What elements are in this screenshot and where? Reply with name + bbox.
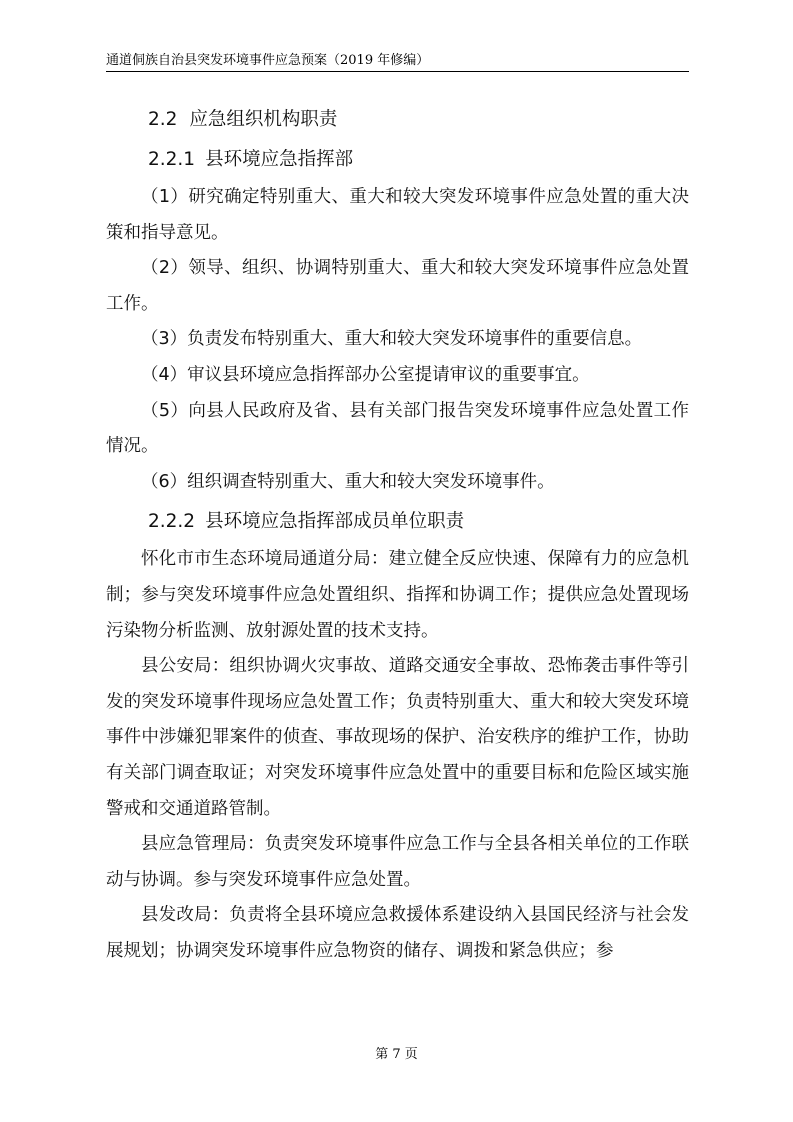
- running-header: 通道侗族自治县突发环境事件应急预案（2019 年修编）: [106, 53, 430, 68]
- paragraph: （6）组织调查特别重大、重大和较大突发环境事件。: [141, 471, 555, 492]
- subsection-number-1: 2.2.1: [148, 149, 196, 170]
- subsection-heading-2: [106, 504, 689, 540]
- paragraph: （2）领导、组织、协调特别重大、重大和较大突发环境事件应急处置工作。: [106, 258, 689, 314]
- page-number: 第 7 页: [375, 1047, 418, 1062]
- section-number: 2.2: [148, 109, 178, 130]
- paragraph: 县应急管理局：负责突发环境事件应急工作与全县各相关单位的工作联动与协调。参与突发环境事件应急处置。: [106, 834, 689, 890]
- subsection-title-2: 县环境应急指挥部成员单位职责: [205, 511, 465, 533]
- subsection-title-1: 县环境应急指挥部: [205, 149, 354, 170]
- paragraph: （4）审议县环境应急指挥部办公室提请审议的重要事宜。: [141, 364, 590, 385]
- subsection-number-2: 2.2.2: [148, 511, 196, 533]
- page-content: [106, 100, 689, 969]
- paragraph: （1）研究确定特别重大、重大和较大突发环境事件应急处置的重大决策和指导意见。: [106, 187, 689, 243]
- paragraph: 怀化市市生态环境局通道分局：建立健全反应快速、保障有力的应急机制；参与突发环境事件应急处置组织、指挥和协调工作；提供应急处置现场污染物分析监测、放射源处置的技术支持。: [106, 549, 689, 641]
- section-heading: [106, 102, 689, 138]
- header-rule: [106, 71, 689, 72]
- paragraph: 县公安局：组织协调火灾事故、道路交通安全事故、恐怖袭击事件等引发的突发环境事件现场应急处置工作；负责特别重大、重大和较大突发环境事件中涉嫌犯罪案件的侦查、事故现场的保护、治安秩序的维护工作，协助有关部门调查取证；对突发环境事件应急处置中的重要目标和危险区域实施警戒和交通道路管制。: [106, 656, 689, 819]
- paragraph: （3）负责发布特别重大、重大和较大突发环境事件的重要信息。: [141, 329, 643, 350]
- section-title: 应急组织机构职责: [189, 109, 338, 130]
- paragraph: （5）向县人民政府及省、县有关部门报告突发环境事件应急处置工作情况。: [106, 400, 689, 457]
- subsection-heading-1: [106, 142, 689, 178]
- paragraph: 县发改局：负责将全县环境应急救援体系建设纳入县国民经济与社会发展规划；协调突发环境事件应急物资的储存、调拨和紧急供应；参: [106, 905, 689, 961]
